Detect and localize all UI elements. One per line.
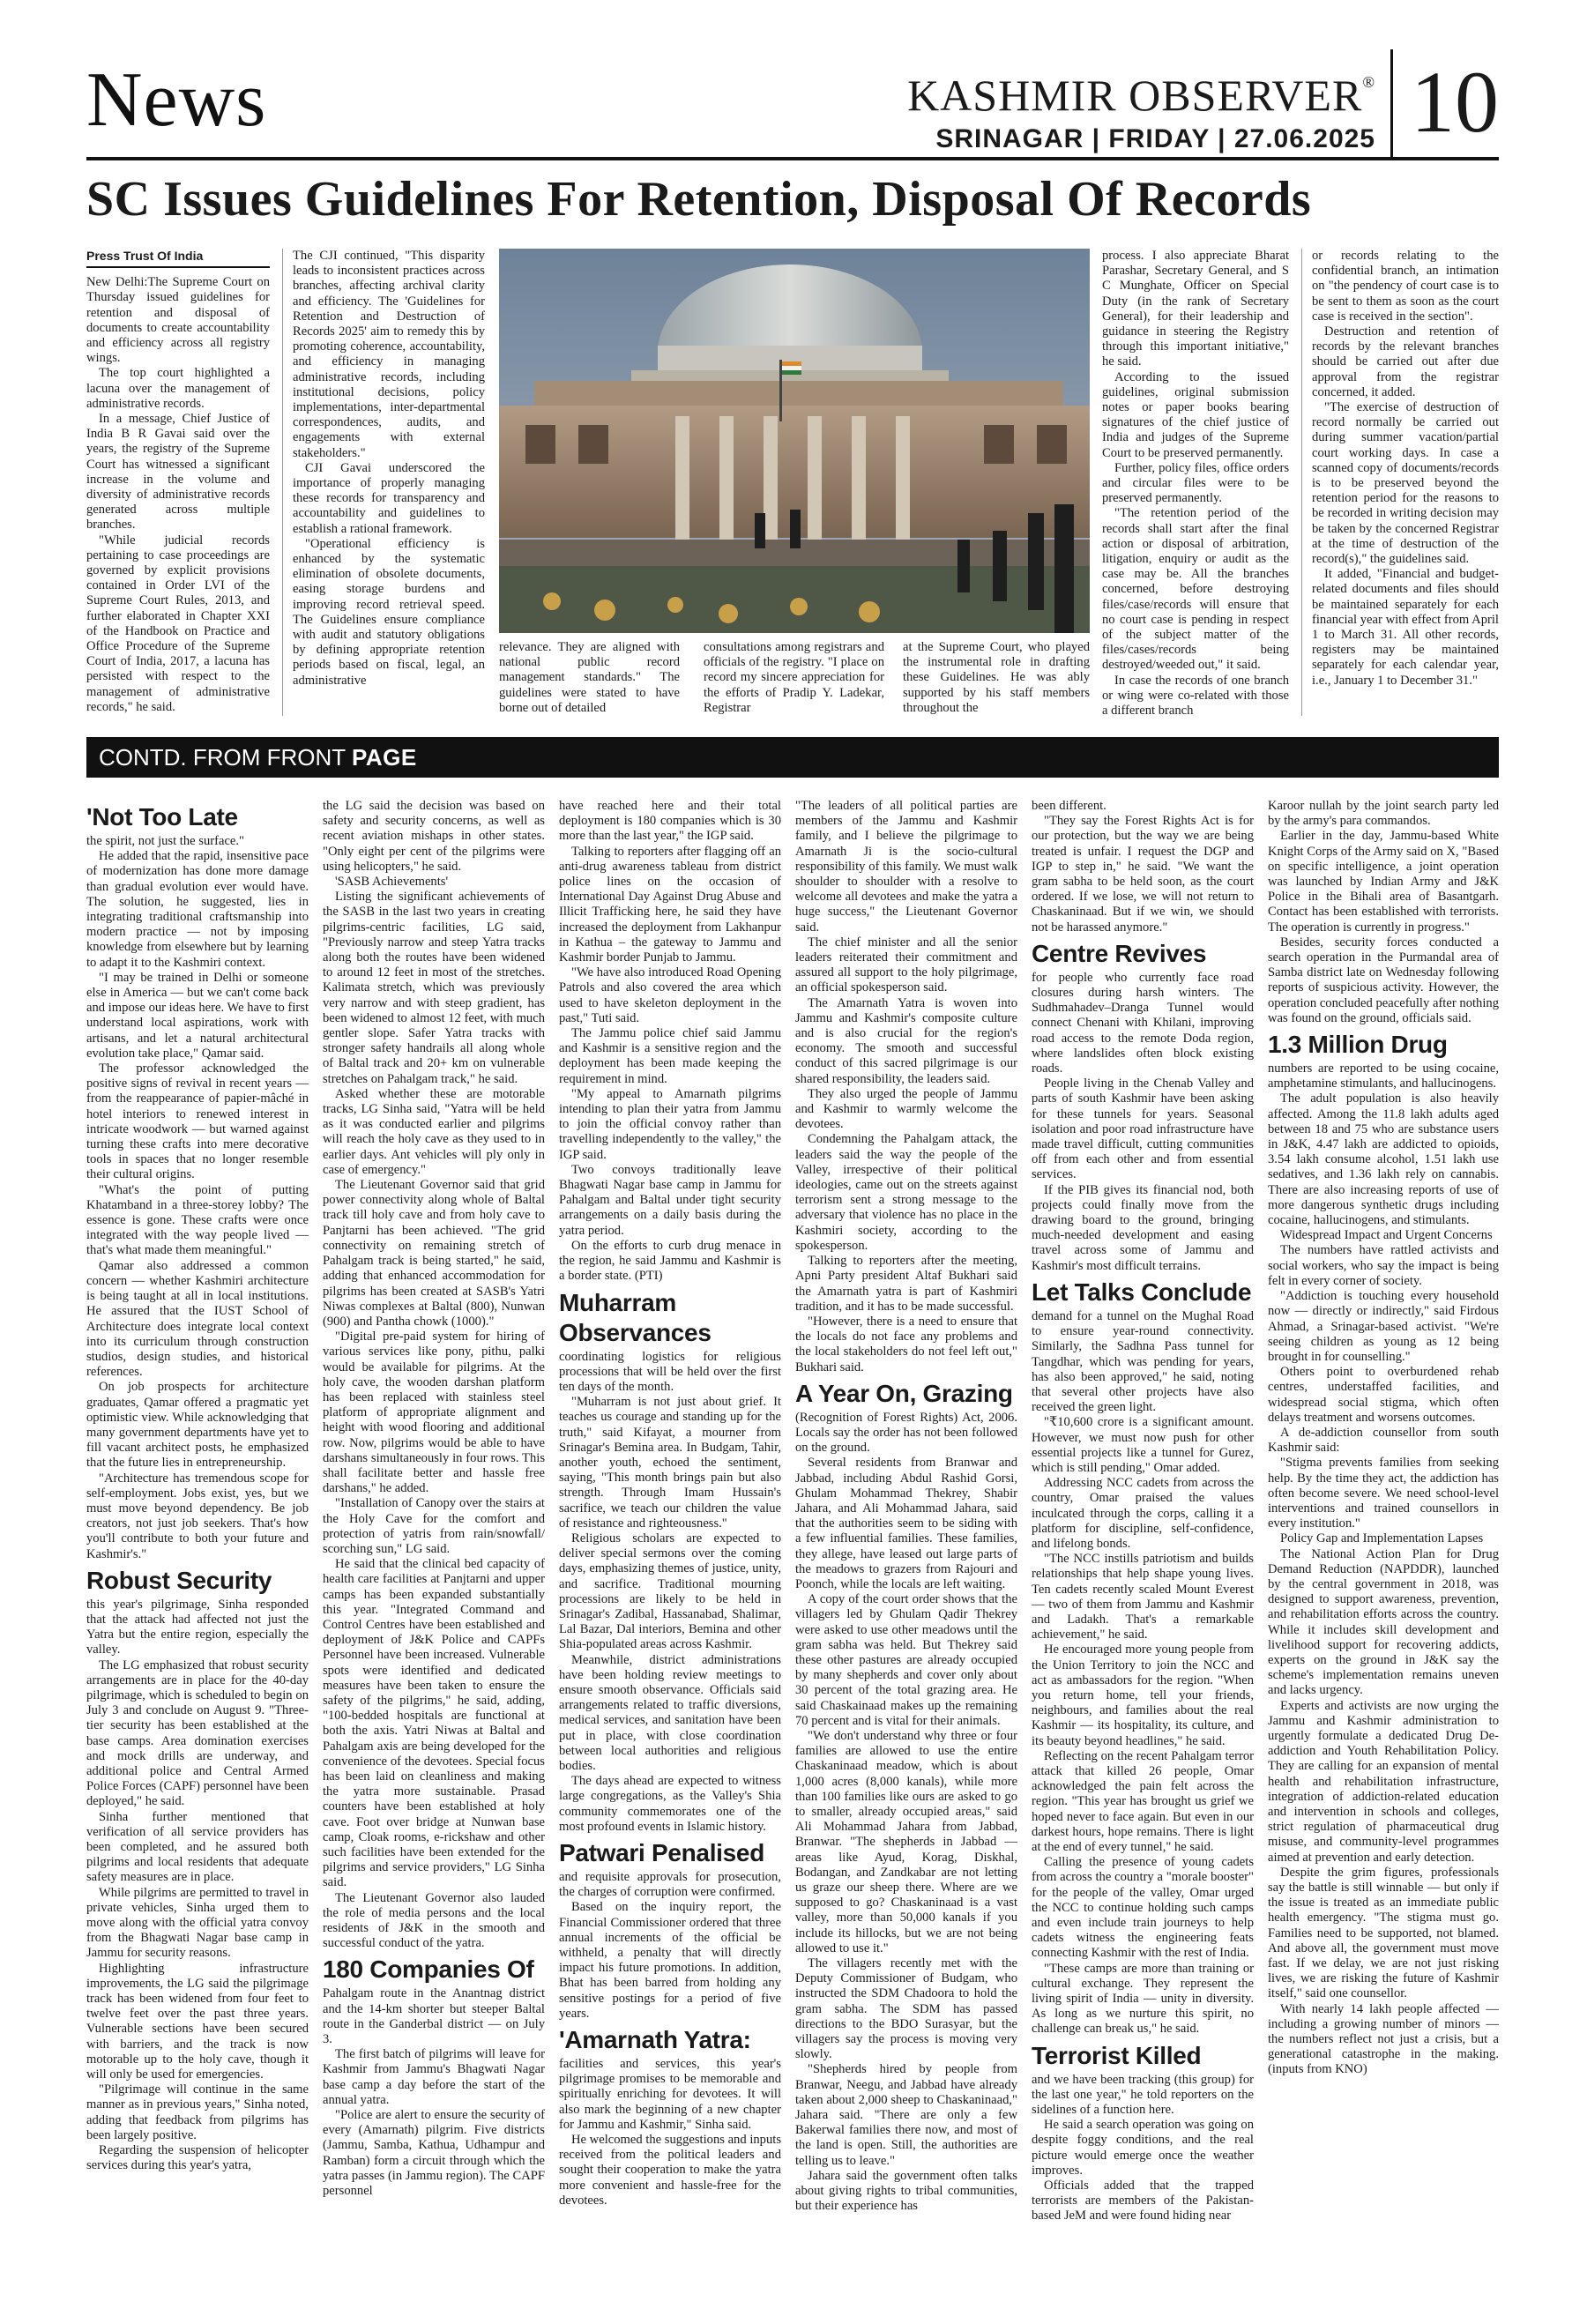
subhead-1-3-million-drug: 1.3 Million Drug	[1268, 1031, 1448, 1059]
section-title: News	[86, 57, 267, 143]
paragraph: The Lieutenant Governor also lauded the role of media persons and the local residents of J&K in the smooth and successful conduct of the yatra.	[323, 1890, 545, 1951]
paragraph: If the PIB gives its financial nod, both projects could finally move from the drawing board to the ground, bringing much-needed development and easing travel across some of Jammu and Kashmir's most difficult terrains.	[1032, 1182, 1254, 1273]
paragraph: CJI Gavai underscored the importance of properly managing these records for transparency and accountability and guidelines to establish a rational framework.	[293, 460, 485, 536]
paragraph: It added, "Financial and budget-related documents and files should be maintained separately for each financial year with effect from April 1 to March 31. All other records, registers may be maintained separately for each calendar year, i.e., January 1 to December 31."	[1312, 567, 1499, 688]
masthead-rule	[86, 157, 1499, 160]
under-photo-text-1: relevance. They are aligned with national public record management standards." The guidelines were stated to have borne out of detailed	[499, 640, 680, 715]
top-story-column-1	[86, 249, 270, 725]
paragraph: "Operational efficiency is enhanced by the systematic elimination of obsolete documents, easing storage burdens and improving record retrieval speed. The Guidelines ensure compliance with audit and statutory obligations by defining appropriate retention periods based on fiscal, legal, an administrative	[293, 536, 485, 688]
dateline: SRINAGAR | FRIDAY | 27.06.2025	[935, 124, 1375, 153]
paragraph: Despite the grim figures, professionals say the battle is still winnable — but only if the issue is treated as an immediate public health emergency. "The stigma must go. Families need to be supported, not blamed. And above all, the government must move fast. If we delay, we are not just risking lives, we are risking the future of Kashmir itself," said one counsellor.	[1268, 1865, 1499, 2001]
subhead-amarnath-yatra: 'Amarnath Yatra:	[559, 2026, 751, 2054]
c1-body-2	[86, 1598, 309, 2174]
c6-body-2	[1268, 1061, 1499, 2078]
under-photo-text-3: at the Supreme Court, who played the instrumental role in drafting these Guidelines. He was ably supported by his staff members throughout the	[903, 640, 1090, 715]
paragraph: "Police are alert to ensure the security of every (Amarnath) pilgrim. Five districts (Jammu, Samba, Kathua, Udhampur and Ramban) form a circuit through which the yatra passes (in Jammu region). The CAPF personnel	[323, 2108, 545, 2199]
paragraph: The Amarnath Yatra is woven into Jammu and Kashmir's composite culture and is also crucial for the region's economy. The smooth and successful conduct of this sacred pilgrimage is our shared responsibility, the leaders said.	[795, 995, 1017, 1086]
paragraph: The adult population is also heavily affected. Among the 11.8 lakh adults aged between 18 and 75 who are substance users in J&K, 4.47 lakh are addicted to opioids, 3.54 lakh consume alcohol, 1.51 lakh use sedatives, and 1.36 lakh rely on cannabis. There are also increasing reports of use of more dangerous synthetic drugs including cocaine, hallucinogens, and stimulants.	[1268, 1091, 1499, 1228]
paragraph: The chief minister and all the senior leaders reiterated their commitment and assured all support to the holy pilgrimage, an official spokesperson said.	[795, 935, 1017, 995]
paragraph: Experts and activists are now urging the Jammu and Kashmir administration to urgently formulate a dedicated Drug De-addiction and Youth Rehabilitation Policy. They are calling for an expansion of mental health and rehabilitation infrastructure, integration of addiction-related education and intervention in schools and colleges, strict regulation of pharmaceutical drug misuse, and community-level programmes aimed at prevention and early detection.	[1268, 1698, 1499, 1865]
paragraph: A copy of the court order shows that the villagers led by Ghulam Qadir Thekrey were asked to use other meadows until the gram sabha was held. But Thekrey said these other pastures are already occupied by many shepherds and cover only about 30 percent of the total grazing area. He said Chaskainaad makes up the remaining 70 percent and is vital for their animals.	[795, 1592, 1017, 1728]
subhead-patwari: Patwari Penalised	[559, 1839, 765, 1866]
subhead-robust-security: Robust Security	[86, 1566, 272, 1594]
c5-body-2	[1032, 971, 1254, 1274]
c5-body-3	[1032, 1309, 1254, 2037]
paragraph: "Shepherds hired by people from Branwar, Neegu, and Jabbad have already taken about 2,000 sheep to Chaskaninaad," Jahara said. "There are only a few Bakerwal families there now, and most of the land is open. Still, the authorities are telling us to leave."	[795, 2062, 1017, 2168]
paragraph: "Stigma prevents families from seeking help. By the time they act, the addiction has often become severe. We need school-level interventions and trained counsellors in every institution."	[1268, 1456, 1499, 1531]
paragraph: and requisite approvals for prosecution, the charges of corruption were confirmed.	[559, 1870, 781, 1900]
paragraph: facilities and services, this year's pilgrimage promises to be memorable and spiritually enriching for devotees. It will also mark the beginning of a new chapter for Jammu and Kashmir," Sinha said.	[559, 2057, 781, 2132]
paragraph: While pilgrims are permitted to travel in private vehicles, Sinha urged them to move along with the official yatra convoy from the Bhagwati Nagar base camp in Jammu for security reasons.	[86, 1885, 309, 1961]
paragraph: "They say the Forest Rights Act is for our protection, but the way we are being treated is unfair. I request the DGP and IGP to step in," he said. "We want the gram sabha to be held soon, as the court ordered. If we lose, we will not return to Chaskaninaad. But if we win, we should not be harassed anymore."	[1032, 814, 1254, 935]
subhead-year-on-grazing: A Year On, Grazing	[795, 1379, 1013, 1407]
paragraph: The villagers recently met with the Deputy Commissioner of Budgam, who instructed the SDM Chadoora to hold the gram sabha. The SDM has passed directions to the BDO Surasyar, but the villagers say the process is moving very slowly.	[795, 1956, 1017, 2062]
paragraph: "However, there is a need to ensure that the locals do not face any problems and the local stakeholders do not feel left out," Bukhari said.	[795, 1314, 1017, 1374]
c4-body	[795, 799, 1017, 1375]
page-number: 10	[1390, 49, 1499, 157]
paragraph: this year's pilgrimage, Sinha responded that the attack had affected not just the Yatra but the entire region, especially the valley.	[86, 1597, 309, 1657]
paragraph: Besides, security forces conducted a search operation in the Purmandal area of Samba district late on Wednesday following reports of suspicious activity. However, the operation concluded peacefully after nothing was found on the ground, officials said.	[1268, 935, 1499, 1025]
paragraph: The days ahead are expected to witness large congregations, as the Valley's Shia community commemorates one of the most profound events in Islamic history.	[559, 1774, 781, 1834]
paragraph: "My appeal to Amarnath pilgrims intending to plan their yatra from Jammu to join the official convoy rather than travelling independently to the valley," the IGP said.	[559, 1086, 781, 1162]
paragraph: With nearly 14 lakh people affected — including a growing number of minors — the numbers reflect not just a crisis, but a generational catastrophe in the making. (inputs from KNO)	[1268, 2001, 1499, 2077]
paragraph: Meanwhile, district administrations have been holding review meetings to ensure smooth observance. Officials said arrangements related to traffic diversions, medical services, and sanitation have been put in place, with close coordination between local authorities and religious bodies.	[559, 1652, 781, 1773]
col5-body	[1312, 249, 1499, 689]
paragraph: Officials added that the trapped terrorists are members of the Pakistan-based JeM and were found hiding near	[1032, 2179, 1254, 2223]
paragraph: "Muharram is not just about grief. It teaches us courage and standing up for the truth," said Kifayat, a mourner from Srinagar's Bemina area. In Budgam, Tahir, another youth, echoed the sentiment, saying, "This month brings pain but also strength. Through Imam Hussain's sacrifice, we teach our children the value of resistance and righteousness."	[559, 1395, 781, 1531]
top-story-column-2	[293, 249, 485, 725]
col2-body	[293, 249, 485, 689]
paragraph: "The NCC instills patriotism and builds relationships that help shape young lives. Ten cadets recently scaled Mount Everest — two of them from Jammu and Kashmir and Ladakh. That's a remarkable achievement," he said.	[1032, 1552, 1254, 1642]
c2-body	[323, 799, 545, 1951]
paragraph: They also urged the people of Jammu and Kashmir to warmly welcome the devotees.	[795, 1086, 1017, 1132]
c3-body-4	[559, 2057, 781, 2209]
c6-body	[1268, 799, 1499, 1026]
paragraph: The LG emphasized that robust security arrangements are in place for the 40-day pilgrimage, which is scheduled to begin on July 3 and conclude on August 9. "Three-tier security has been established at the base camps. Area domination exercises and mock drills are underway, and additional police and Central Armed Police Forces (CAPF) personnel have been deployed," he said.	[86, 1657, 309, 1809]
paragraph: Addressing NCC cadets from across the country, Omar praised the values inculcated through the corps, calling it a platform for discipline, self-confidence, and lifelong bonds.	[1032, 1476, 1254, 1551]
byline: Press Trust Of India	[86, 249, 270, 268]
paragraph: Regarding the suspension of helicopter services during this year's yatra,	[86, 2143, 309, 2173]
paragraph: The numbers have rattled activists and social workers, who say the impact is being felt in every corner of society.	[1268, 1243, 1499, 1288]
paragraph: "Addiction is touching every household now — directly or indirectly," said Firdous Ahmad, a Srinagar-based activist. "We're seeing children as young as 12 being brought in for counselling."	[1268, 1289, 1499, 1364]
contd-emphasis: PAGE	[351, 744, 417, 771]
under-photo-column-3	[903, 640, 1090, 728]
under-photo-column-1	[499, 640, 680, 728]
paragraph: Others point to overburdened rehab centres, understaffed facilities, and widespread social stigma, which often delays treatment and worsens outcomes.	[1268, 1365, 1499, 1425]
paragraph: Reflecting on the recent Pahalgam terror attack that killed 26 people, Omar acknowledged the pain felt across the region. "This year has brought us grief we hoped never to face again. But even in our darkest hours, hope remains. There is light at the end of every tunnel," he said.	[1032, 1748, 1254, 1854]
paragraph: Calling the presence of young cadets from across the country a "morale booster" for the people of the valley, Omar urged the NCC to continue holding such camps and even include train journeys to help cadets witness the engineering feats connecting Kashmir with the rest of India.	[1032, 1855, 1254, 1961]
column-divider	[282, 249, 283, 716]
contd-prefix: CONTD. FROM FRONT	[99, 744, 352, 771]
top-story-column-4	[1102, 249, 1289, 725]
paragraph: 'SASB Achievements'	[335, 875, 449, 890]
c3-body-3	[559, 1870, 781, 2022]
paragraph: Two convoys traditionally leave Bhagwati Nagar base camp in Jammu for Pahalgam and Baltal under tight security arrangements on a daily basis during the yatra period.	[559, 1162, 781, 1238]
top-story-column-5	[1312, 249, 1499, 725]
paragraph: According to the issued guidelines, original submission notes or paper books bearing signatures of the chief justice of India and judges of the Supreme Court to be preserved permanently.	[1102, 369, 1289, 460]
paragraph: People living in the Chenab Valley and parts of south Kashmir have been asking for these tunnels for years. Seasonal isolation and poor road infrastructure have made travel difficult, cutting communities off from each other and from essential services.	[1032, 1076, 1254, 1182]
paragraph: Based on the inquiry report, the Financial Commissioner ordered that three annual increments of the official be withheld, a penalty that will directly impact his future promotions. In addition, Bhat has been barred from holding any sensitive postings for a period of five years.	[559, 1900, 781, 2021]
subhead-180-companies: 180 Companies Of	[323, 1955, 534, 1984]
paragraph: On the efforts to curb drug menace in the region, he said Jammu and Kashmir is a border state. (PTI)	[559, 1238, 781, 1284]
paragraph: In case the records of one branch or wing were co-related with those a different branch	[1102, 673, 1289, 719]
c2-body-2	[323, 1986, 545, 2199]
subhead-muharram: Muharram Observances	[559, 1288, 712, 1346]
contd-from-front-banner	[86, 737, 1499, 778]
paragraph: "We don't understand why three or four families are allowed to use the entire Chaskaninaad meadow, which is about 1,000 acres (8,000 kanals), while more than 100 families like ours are asked to go to smaller, already occupied areas," said Ali Mohammad Jahara from Jabbad, Branwar. "The shepherds in Jabbad — areas like Ayud, Korag, Diskhal, Bodangan, and Zandkabar are not letting us graze our sheep there. Where are we supposed to go? Chaskaninaad is a vast valley, more than 50,000 kanals if you include its hillocks, but we are not being allowed to use it."	[795, 1728, 1017, 1955]
paragraph: demand for a tunnel on the Mughal Road to ensure year-round connectivity. Similarly, the Sadhna Pass tunnel for Tangdhar, which was pending for years, has also been approved," he said, noting that several other projects have also received the green light.	[1032, 1308, 1254, 1415]
continued-column-4	[795, 799, 1017, 2298]
col4-body	[1102, 249, 1289, 719]
paragraph: He added that the rapid, insensitive pace of modernization has done more damage than gradual evolution ever would have. The solution, he suggested, lies in integrating traditional craftsmanship into modern practice — not by imposing knowledge from elsewhere but by learning to adapt it to the Kashmiri context.	[86, 849, 309, 970]
paragraph: The professor acknowledged the positive signs of revival in recent years — from the reappearance of papier-mâché in hotel interiors to renewed interest in intricate woodwork — but warned against turning these crafts into mere decorative tools in spaces that no longer resemble their cultural origins.	[86, 1061, 309, 1182]
under-photo-column-2	[704, 640, 884, 728]
paragraph: Earlier in the day, Jammu-based White Knight Corps of the Army said on X, "Based on specific intelligence, a joint operation was launched by Indian Army and J&K Police in the Bihali area of Basantgarh. Contact has been established with terrorists. The operation is currently in progress."	[1268, 829, 1499, 935]
paragraph: or records relating to the confidential branch, an intimation on "the pendency of court case is to be sent to them as soon as the court case is received in the section".	[1312, 249, 1499, 324]
paragraph: He said that the clinical bed capacity of health care facilities at Panjtarni and upper camps has been expanded substantially this year. "Integrated Command and Control Centres have been established and deployment of J&K Police and CAPFs Personnel have been increased. Vulnerable spots were identified and dedicated measures have been taken to ensure the safety of the pilgrims," he said, adding, "100-bedded hospitals are functional at both the axis. Yatri Niwas at Baltal and Pahalgam axis are being developed for the convenience of the devotees. Special focus has been laid on cleanliness and making the yatra more sustainable. Prasad counters have been established at holy cave. Foot over bridge at Nunwan base camp, Cloak rooms, e-rickshaw and other such facilities have been extended for the pilgrims and service providers," LG Sinha said.	[323, 1557, 545, 1890]
paragraph: Pahalgam route in the Anantnag district and the 14-km shorter but steeper Baltal route in the Ganderbal district — on July 3.	[323, 1986, 545, 2047]
paragraph: and we have been tracking (this group) for the last one year," he told reporters on the sidelines of a function here.	[1032, 2072, 1254, 2118]
paragraph: Talking to reporters after the meeting, Apni Party president Altaf Bukhari said the Amarnath yatra is part of Kashmiri tradition, and it has to be made successful.	[795, 1254, 1017, 1314]
continued-column-1	[86, 799, 309, 2298]
brand-name: KASHMIR OBSERVER	[907, 71, 1363, 120]
supreme-court-photo	[499, 249, 1090, 633]
paragraph: the LG said the decision was based on safety and security concerns, as well as recent aviation mishaps in other states. "Only eight per cent of the pilgrims were using helicopters," he said.	[323, 799, 545, 874]
paragraph: The National Action Plan for Drug Demand Reduction (NAPDDR), launched by the central government in 2018, was designed to support awareness, prevention, and rehabilitation efforts across the country. While it includes skill development and livelihood support for recovering addicts, experts on the ground in J&K say the scheme's implementation remains uneven and lacks urgency.	[1268, 1546, 1499, 1698]
paragraph: coordinating logistics for religious processions that will be held over the first ten days of the month.	[559, 1349, 781, 1394]
c1-body	[86, 834, 309, 1562]
continued-column-6	[1268, 799, 1499, 2298]
paragraph: Further, policy files, office orders and circular files were to be preserved permanently.	[1102, 460, 1289, 506]
paragraph: On job prospects for architecture graduates, Qamar offered a pragmatic yet optimistic view. While acknowledging that many government departments have yet to fill vacant architect posts, he emphasized that the future lies in entrepreneurship.	[86, 1380, 309, 1471]
paragraph: "The retention period of the records shall start after the final action or disposal of arbitration, litigation, enquiry or audit as the case may be. All the branches concerned, before destroying files/case/records will ensure that no court case is pending in respect of the subject matter of the files/cases/records being destroyed/weeded out," it said.	[1102, 506, 1289, 673]
paragraph: have reached here and their total deployment is 180 companies which is 30 more than the last year," the IGP said.	[559, 799, 781, 844]
paragraph: The CJI continued, "This disparity leads to inconsistent practices across branches, affecting archival clarity and efficiency. The 'Guidelines for Retention and Destruction of Records 2025' aim to remedy this by promoting coherence, accountability, and efficiency in managing administrative records, including institutional decisions, policy implementations, inter-departmental correspondences, audits, and engagements with external stakeholders."	[293, 249, 485, 460]
paragraph: process. I also appreciate Bharat Parashar, Secretary General, and S C Munghate, Officer on Special Duty (in the rank of Secretary General), for their leadership and guidance in steering the Registry through this important initiative," he said.	[1102, 249, 1289, 369]
paragraph: "₹10,600 crore is a significant amount. However, we must now push for other essential projects like a tunnel for Gurez, which is still pending," Omar added.	[1032, 1415, 1254, 1475]
paragraph: the spirit, not just the surface."	[86, 834, 245, 848]
paragraph: Talking to reporters after flagging off an anti-drug awareness tableau from district police lines on the occasion of International Day Against Drug Abuse and Illicit Trafficking here, he said they have increased the deployment from Lakhanpur in Kathua – the gateway to Jammu and Kashmir border Punjab to Jammu.	[559, 844, 781, 965]
paragraph: Several residents from Branwar and Jabbad, including Abdul Rashid Gorsi, Ghulam Mohammad Thekrey, Shabir Jahara, and Ali Mohammad Jahara, said that the authorities seem to be siding with a few influential families. These families, they allege, have leased out large parts of the meadows to grazers from Rajouri and Poonch, while the locals are left waiting.	[795, 1456, 1017, 1591]
newspaper-logo	[907, 58, 1375, 119]
paragraph: "Digital pre-paid system for hiring of various services like pony, pithu, palki would be available for pilgrims. At the holy cave, the wooden darshan platform has been replaced with stainless steel platform of appropriate alignment and height with wood flooring and additional row. Now, pilgrims would be able to have darshans simultaneously in four rows. This shall facilitate better and hassle free darshans," he added.	[323, 1330, 545, 1496]
paragraph: been different.	[1032, 799, 1106, 813]
c5-body	[1032, 799, 1254, 935]
paragraph: Sinha further mentioned that verification of all service providers has been completed, and he assured both pilgrims and local residents that adequate safety measures are in place.	[86, 1809, 309, 1885]
column-divider	[1301, 249, 1302, 716]
subhead-let-talks-conclude: Let Talks Conclude	[1032, 1277, 1252, 1306]
paragraph: He encouraged more young people from the Union Territory to join the NCC and act as ambassadors for the region. "When you return home, tell your friends, neighbours, and families about the real Kashmir — its hospitality, its culture, and its beauty beyond headlines," he said.	[1032, 1642, 1254, 1748]
paragraph: "While judicial records pertaining to case proceedings are governed by explicit provisions contained in Order LVI of the Supreme Court Rules, 2013, and further elaborated in Chapter XXI of the Handbook on Practice and Office Procedure of the Supreme Court of India, 2017, a lacuna has persisted with respect to the management of administrative records," he said.	[86, 533, 270, 714]
main-headline: SC Issues Guidelines For Retention, Disposal Of Records	[86, 172, 1312, 227]
paragraph: "Architecture has tremendous scope for self-employment. Jobs exist, yes, but we must move beyond dependency. Be job creators, not just job seekers. That's how you'll contribute to both your future and Kashmir's."	[86, 1471, 309, 1561]
c3-body-2	[559, 1350, 781, 1836]
registered-mark: ®	[1362, 73, 1375, 91]
paragraph: The Lieutenant Governor said that grid power connectivity along whole of Baltal track till holy cave and from holy cave to Panjtarni has been achieved. "The grid connectivity on remaining stretch of Pahalgam track is being started," he said, adding that enhanced accommodation for pilgrims has been created at SASB's Yatri Niwas complexes at Baltal (800), Nunwan (900) and Pantha chowk (1000)."	[323, 1178, 545, 1329]
paragraph: The first batch of pilgrims will leave for Kashmir from Jammu's Bhagwati Nagar base camp a day before the start of the annual yatra.	[323, 2047, 545, 2107]
c4-body-2	[795, 1411, 1017, 2215]
paragraph: Asked whether these are motorable tracks, LG Sinha said, "Yatra will be held as it was conducted earlier and pilgrims will reach the holy cave as they used to in earlier days. Ant vehicles will ply only in case of emergency."	[323, 1086, 545, 1177]
paragraph: The top court highlighted a lacuna over the management of administrative records.	[86, 366, 270, 411]
paragraph: Widespread Impact and Urgent Concerns	[1280, 1228, 1493, 1243]
paragraph: In a message, Chief Justice of India B R Gavai said over the years, the registry of the Supreme Court has witnessed a significant increase in the volume and diversity of administrative records generated across multiple branches.	[86, 412, 270, 533]
paragraph: New Delhi:The Supreme Court on Thursday issued guidelines for retention and disposal of documents to create accountability and efficiency across all registry wings.	[86, 275, 270, 366]
paragraph: "The exercise of destruction of record normally be carried out during summer vacation/partial court working days. In case a scanned copy of documents/records is to be preserved beyond the retention period for the reasons to be recorded in writing decision may be taken by the concerned Registrar at the time of destruction of the record(s)," the guidelines said.	[1312, 400, 1499, 567]
c5-body-4	[1032, 2073, 1254, 2224]
paragraph: "Installation of Canopy over the stairs at the Holy Cave for the comfort and protection of yatris from rain/snowfall/ scorching sun," LG said.	[323, 1496, 545, 1556]
paragraph: "We have also introduced Road Opening Patrols and also covered the area which used to have skeleton deployment in the past," Tuti said.	[559, 965, 781, 1025]
paragraph: "I may be trained in Delhi or someone else in America — but we can't come back and impose our ideas here. We have to first understand local aspirations, work with artisans, and let a natural architectural evolution take place," Qamar said.	[86, 970, 309, 1061]
paragraph: "Pilgrimage will continue in the same manner as in previous years," Sinha noted, adding that feedback from pilgrims has been largely positive.	[86, 2082, 309, 2142]
continued-column-2	[323, 799, 545, 2298]
subhead-terrorist-killed: Terrorist Killed	[1032, 2041, 1202, 2069]
paragraph: "What's the point of putting Khatamband in a three-storey lobby? The essence is gone. These crafts were once integrated with the way people lived — that's what made them meaningful."	[86, 1182, 309, 1258]
paragraph: Destruction and retention of records by the relevant branches should be carried out after due approval from the registrar concerned, it added.	[1312, 324, 1499, 399]
paragraph: "The leaders of all political parties are members of the Jammu and Kashmir family, and I believe the pilgrimage to Amarnath Ji is the socio-cultural responsibility of this family. We must walk shoulder to shoulder with a resolve to welcome all devotees and make the yatra a huge success," the Lieutenant Governor said.	[795, 799, 1017, 935]
paragraph: Condemning the Pahalgam attack, the leaders said the way the people of the Valley, irrespective of their political ideologies, came out on the streets against terrorism sent a strong message to the adversary that violence has no place in the Kashmiri society, according to the spokesperson.	[795, 1132, 1017, 1253]
paragraph: Qamar also addressed a common concern — whether Kashmiri architecture is being taught at all in local institutions. He assured that the IUST School of Architecture does integrate local context into its curriculum through construction studios, design studies, and historical references.	[86, 1258, 309, 1380]
paragraph: He said a search operation was going on despite foggy conditions, and the real picture would emerge once the weather improves.	[1032, 2118, 1254, 2178]
c3-body	[559, 799, 781, 1285]
paragraph: Jahara said the government often talks about giving rights to tribal communities, but their experience has	[795, 2168, 1017, 2214]
paragraph: He welcomed the suggestions and inputs received from the political leaders and sought their cooperation to make the yatra more convenient and hassle-free for the devotees.	[559, 2133, 781, 2208]
paragraph: "These camps are more than training or cultural exchange. They represent the living spirit of India — unity in diversity. As long as we nurture this spirit, no challenge can break us," he said.	[1032, 1961, 1254, 2037]
col1-body	[86, 275, 270, 715]
masthead	[86, 51, 1499, 157]
continued-column-3	[559, 799, 781, 2298]
paragraph: Highlighting infrastructure improvements, the LG said the pilgrimage track has been widened from four feet to twelve feet over the past three years. Vulnerable sections have been secured with barriers, and the track is now motorable up to the holy cave, though it will only be used for emergencies.	[86, 1961, 309, 2082]
subhead-not-too-late: 'Not Too Late	[86, 803, 238, 831]
under-photo-text-2: consultations among registrars and officials of the registry. "I place on record my sincere appreciation for the efforts of Pradip Y. Ladekar, Registrar	[704, 640, 884, 715]
paragraph: numbers are reported to be using cocaine, amphetamine stimulants, and hallucinogens.	[1268, 1061, 1499, 1091]
paragraph: Policy Gap and Implementation Lapses	[1280, 1531, 1484, 1546]
paragraph: (Recognition of Forest Rights) Act, 2006. Locals say the order has not been followed on the ground.	[795, 1410, 1017, 1456]
paragraph: Karoor nullah by the joint search party led by the army's para commandos.	[1268, 799, 1499, 829]
paragraph: Religious scholars are expected to deliver special sermons over the coming days, emphasizing themes of justice, unity, and sacrifice. Traditional mourning processions are likely to be held in Srinagar's Zadibal, Hassanabad, Shalimar, Lal Bazar, Dal interiors, Bemina and other Shia-populated areas across Kashmir.	[559, 1531, 781, 1652]
subhead-centre-revives: Centre Revives	[1032, 939, 1207, 967]
paragraph: The Jammu police chief said Jammu and Kashmir is a sensitive region and the deployment has been made keeping the requirement in mind.	[559, 1026, 781, 1086]
continued-column-5	[1032, 799, 1254, 2298]
paragraph: for people who currently face road closures during harsh winters. The Sudhmahadev–Dranga Tunnel would connect Chenani with Khilani, improving road access to the remote Doda region, where landslides often block existing roads.	[1032, 970, 1254, 1076]
brand-block	[907, 58, 1375, 156]
paragraph: Listing the significant achievements of the SASB in the last two years in creating pilgrims-centric facilities, LG said, "Previously narrow and steep Yatra tracks along both the routes have been widened to around 12 feet in most of the stretches. Kalimata stretch, which was previously very narrow and with steep gradient, has been widened to almost 12 feet, with much gentler slope. Safer Yatra tracks with stronger safety handrails all along whole of Baltal track and 20+ km on vulnerable stretches on Pahalgam track," he said.	[323, 890, 545, 1086]
paragraph: A de-addiction counsellor from south Kashmir said:	[1268, 1425, 1499, 1456]
